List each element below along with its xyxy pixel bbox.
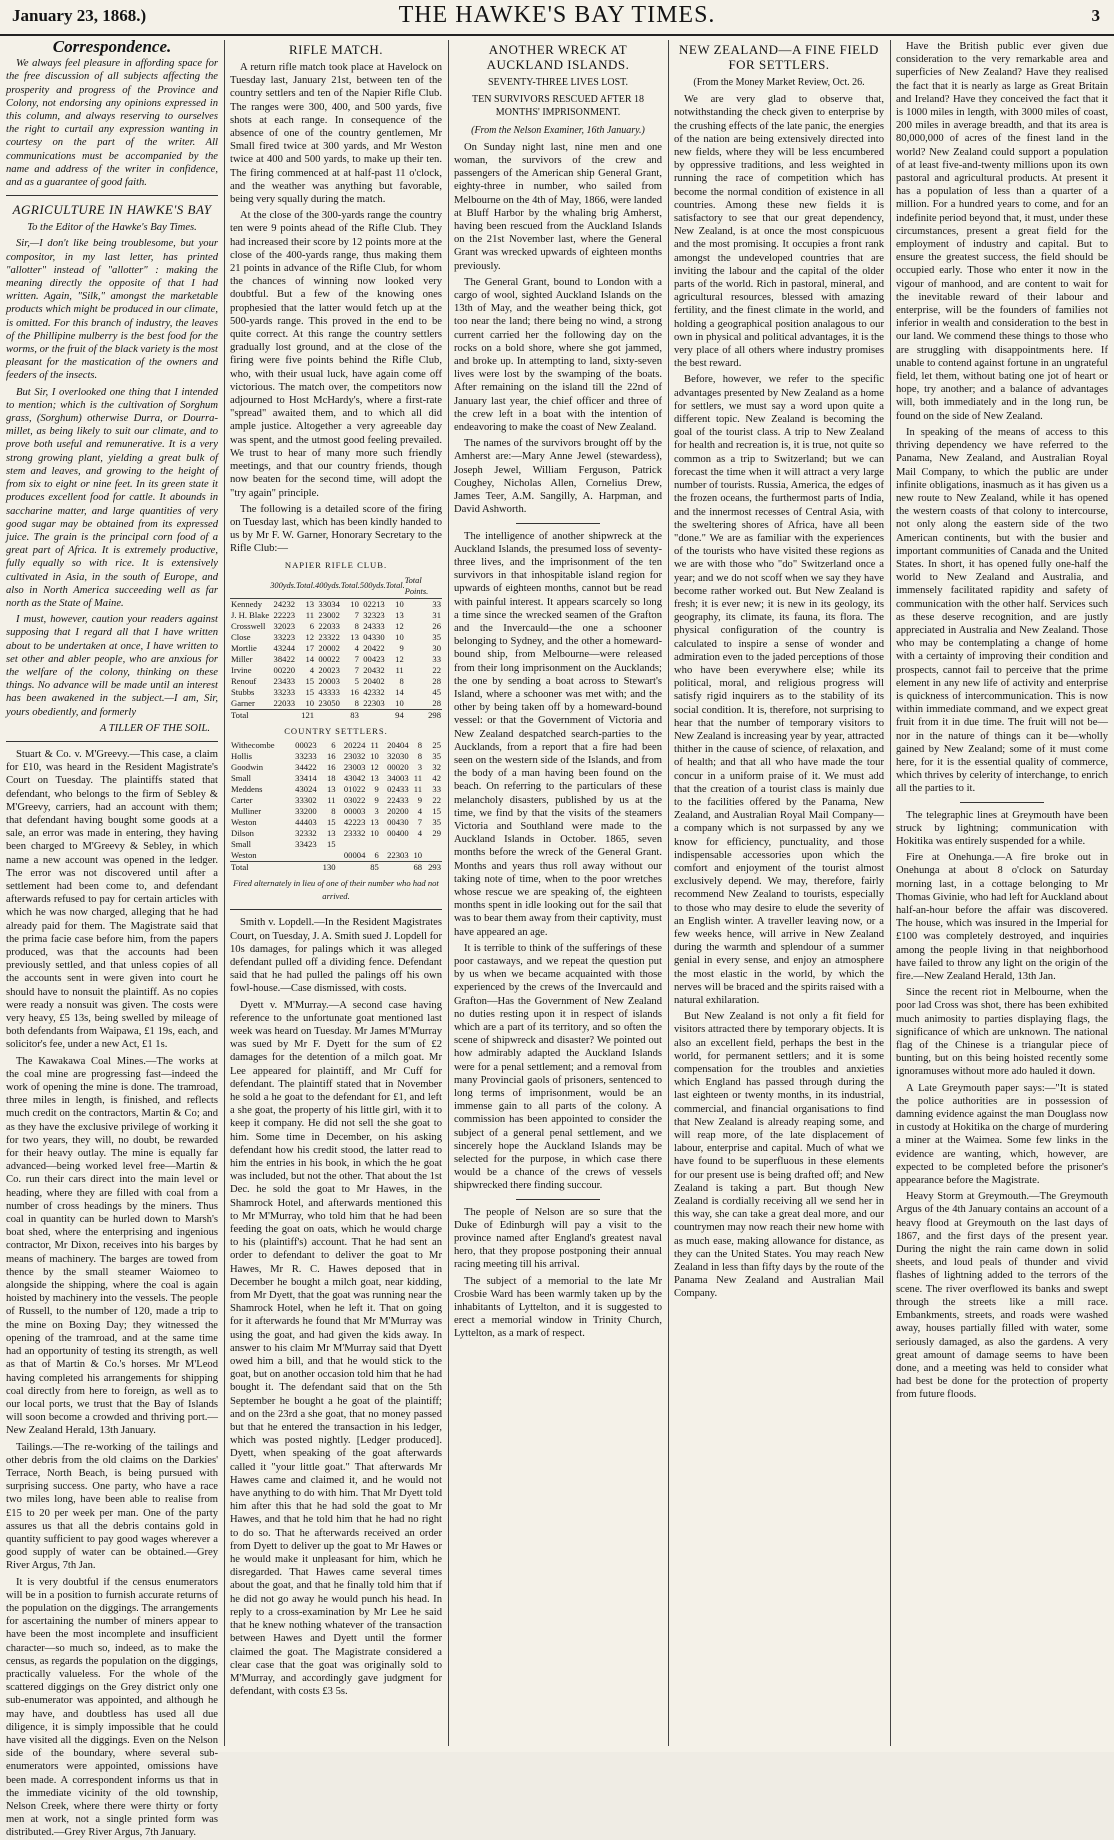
score-cell: 7 (354, 653, 359, 664)
napier-score-table (230, 574, 442, 721)
new-zealand-source: (From the Money Market Review, Oct. 26. (693, 77, 865, 88)
score-cell: 44403 (295, 816, 317, 827)
score-cell: 15 (432, 805, 441, 816)
score-name-cell: Renouf (231, 675, 257, 686)
score-name-cell: Weston (231, 816, 257, 827)
score-cell: 33233 (295, 750, 317, 761)
letter-paragraph: Sir,—I don't like being troublesome, but your compositor, in my last letter, has printed "allotter" instead of "allotter" : making the meaning directly the opposite of that I had written. Again, "Silk," amongst the marketable products which might be produced in our climate, is omitted. For this branch of industry, the leaves of the Phillipine mulberry is the best food for the worms, or the fruit of the black variety is the most pleasant for the mastication of the owners and feeders of the insects. (6, 238, 218, 382)
new-zealand-heading: NEW ZEALAND—A FINE FIELD FOR SETTLERS. (679, 42, 879, 72)
news-item-riot: Since the recent riot in Melbourne, when the poor lad Cross was shot, there has been exhibited much animosity to parties displaying flags, the significance of which are unknown. The national flag of the Chinese is a triangular piece of bunting, but on this being hoisted recently some ignoramuses without more ado hauled it down. (896, 987, 1108, 1078)
wreck-rescued-subheading: TEN SURVIVORS RESCUED AFTER 18 MONTHS' IMPRISONMENT. (472, 94, 644, 119)
wreck-subheading: SEVENTY-THREE LIVES LOST. (487, 77, 629, 88)
score-cell: 30 (432, 642, 441, 653)
score-row (230, 687, 442, 698)
score-cell: 8 (417, 739, 423, 750)
score-cell (288, 861, 318, 873)
score-cell: 16 (350, 686, 359, 697)
score-cell: 20422 (363, 642, 385, 653)
score-cell: 26 (432, 620, 441, 631)
score-cell: 9 (374, 783, 379, 794)
score-name-cell: Dilson (231, 827, 254, 838)
score-cell: 32332 (295, 827, 317, 838)
score-cell: 8 (354, 697, 359, 708)
score-cell (423, 839, 442, 850)
score-cell: 43333 (318, 686, 340, 697)
column-rule (890, 40, 891, 1746)
letter-paragraph: But Sir, I overlooked one thing that I intended to mention; which is the cultivation of Sorghum grass, (Sorghum) otherwise Durra, or Dourra-millet, as being likely to suit our climate, and to prove both useful and remunerative. It is a very strong growing plant, yielding a great bulk of stem and leaves, and growing to the height of from six to eight or nine feet. In its green state it produces excellent food for cattle. It abounds in saccharine matter, and large quantities of very good sugar may be obtained from its expressed juice. The grain is the principal corn food of a great part of Africa. It is extremely productive, fully equally so with rice. It is extensively cultivated in Asia, in the south of Europe, and also in North America succeeding well as far north as the State of Maine. (6, 386, 218, 609)
score-cell: 10 (395, 697, 404, 708)
masthead (0, 0, 1114, 36)
score-column-header (230, 574, 270, 599)
score-cell: 11 (413, 772, 423, 783)
score-cell (366, 839, 379, 850)
score-cell: 17 (305, 642, 315, 653)
score-row (230, 839, 442, 850)
score-cell: 13 (395, 609, 404, 620)
score-name-cell: Total (230, 861, 288, 873)
score-name-cell: Goodwin (231, 761, 263, 772)
column-3 (450, 40, 666, 1746)
score-cell: 32030 (387, 750, 409, 761)
score-row (230, 643, 442, 654)
score-column-header: 400yds. (315, 574, 341, 599)
country-table-caption: COUNTRY SETTLERS. (284, 725, 388, 736)
score-cell: 9 (374, 794, 379, 805)
score-name-cell: Hollis (231, 750, 253, 761)
score-cell: 00023 (295, 739, 317, 750)
rifle-match-heading: RIFLE MATCH. (288, 42, 384, 57)
score-cell: 18 (326, 772, 336, 783)
score-cell: 8 (399, 675, 404, 686)
score-cell: 8 (354, 620, 359, 631)
score-cell: 35 (432, 631, 441, 642)
score-name-cell: Crosswell (231, 620, 266, 631)
news-item-stuart: Stuart & Co. v. M'Greevy.—This case, a claim for £10, was heard in the Resident Magistrate's Court on Tuesday. The plaintiffs stated that defendant, who belongs to the firm of Sebley & M'Greevy, carriers, had an account with them; that defendant having bought some goods at a sale, an error was made in entering, they having been charged to M'Greevy & Sebley, in which name a new account was opened in the ledger. The error was not discovered until after a settlement had been come to, and defendant afterwards refused to pay for certain articles with which he was now charged, alleging that he had already paid for them. The Magistrate said that the prima facie case before him, from the papers produced, was that the accounts had been previously settled, and that unless copies of all the accounts sent in were given into court he should have to nonsuit the plaintiff. As no copies were ready a nonsuit was given. The costs were very heavy, £5 13s, being swelled by mileage of both defendants from Waipawa, £1 19s, each, and solicitor's fee, under a new Act, £1 1s. (6, 748, 218, 1051)
score-cell (270, 709, 296, 721)
score-cell: 12 (370, 761, 379, 772)
correspondence-disclaimer: We always feel pleasure in affording space for the free discussion of all subjects affecting the prosperity and progress of the Province and Colony, not endorsing any opinions expressed in this column, and always reserving to ourselves the right to curtail any expression wanting in courtesy on the part of the writer. All communications must be accompanied by the name and address of the writer in confidence, and as a guarantee of good faith. (6, 58, 218, 189)
score-column-header: 300yds. (270, 574, 296, 599)
wreck-paragraph: It is terrible to think of the sufferings of these poor castaways, and we repeat the question put by us when we became acquainted with those experienced by the crews of the Invercauld and Grafton—Has the Government of New Zealand no duties resting upon it in respect of islands which are a part of its territory, and so often the scene of shipwreck and disaster? We pointed out how admirably adapted the Auckland Islands were for a penal settlement; and a removal from many Provincial gaols of prisoners, sentenced to long terms of imprisonment, would be an immense gain to all parts of the colony. A commission has been appointed to consider the subject of a general penal settlement, and we sincerely hope the Auckland Islands may be selected for the purpose, in which case there would be a chance of the crews of vessels shipwrecked there finding succour. (454, 942, 662, 1192)
score-cell: 23002 (318, 609, 340, 620)
score-cell: 33414 (295, 772, 317, 783)
news-item-smith: Smith v. Lopdell.—In the Resident Magistrates Court, on Tuesday, J. A. Smith sued J. Lopdell for 10s damages, for palings which it was alleged defendant pulled off a dividing fence. Defendant said that he had pulled the palings off his own fowl-house.—Case dismissed, with costs. (230, 917, 442, 995)
score-cell: 10 (370, 827, 379, 838)
score-row (230, 676, 442, 687)
score-cell: 20432 (363, 664, 385, 675)
score-cell: 28 (432, 675, 441, 686)
score-cell: 33233 (273, 686, 296, 697)
news-item-kawakawa: The Kawakawa Coal Mines.—The works at the coal mine are progressing fast—indeed the work of opening the mine is done. The tramroad, three miles in length, is finished, and reflects much credit on the contractors, Martin & Co; and as they have the exclusive privilege of working it for two years, they will, no doubt, be rewarded for their heavy outlay. The mine is equally far advanced—being worked level free—Martin & Co. run their cars direct into the main level or heading, where they are filled with coal from a number of cross headings by the miners. Thus coal in quantity can be hurled down to Marsh's boat shed, where the enterprising and ingenious contractor, Mr Dixon, receives into his barges by means of machinery. The barges are towed from thence by the small steamer Waiomeo to alongside the shipping, where the coal is again hoisted by machinery into the vessels. The people of Russell, to the number of 120, made a trip to the mine on Boxing Day; they witnessed the opening of the tramroad, and at the same time had an opportunity of testing its strength, as well as that of Martin & Co.'s horses. Mr M'Leod having completed his arrangements for shipping coal directly from here to foreign, as well as to our local ports, we trust that the Bay of Islands will soon become a crowded and thriving port.—New Zealand Herald, 13th January. (6, 1055, 218, 1437)
score-row (230, 784, 442, 795)
score-cell: 33423 (295, 838, 317, 849)
score-cell: 14 (305, 653, 315, 664)
score-name-cell: Total (230, 709, 270, 721)
score-cell: 20402 (363, 675, 385, 686)
score-name-cell: Small (231, 838, 252, 849)
score-cell: 15 (305, 686, 315, 697)
news-item-memorial: The subject of a memorial to the late Mr Crosbie Ward has been warmly taken up by the inhabitants of Lyttelton, and it is suggested to erect a memorial window in Trinity Church, Lyttelton, as a mark of respect. (454, 1275, 662, 1340)
score-cell: 29 (432, 827, 441, 838)
score-cell: 00022 (318, 653, 340, 664)
score-cell: 10 (350, 598, 359, 609)
news-item-census: It is very doubtful if the census enumerators will be in a position to furnish accurate returns of the population on the diggings. The arrangements for ascertaining the number of miners appear to have been the most incomplete and insufficient character—so much so, indeed, as to make the census, as regards the population on the diggings, practically valueless. For the whole of the scattered diggings on the Grey district only one sub-enumerator was appointed, and although he may have, and doubtless has used all due diligence, it is simply impossible that he could have visited all the diggings. Even on the Nelson side of the boundary, where several sub-enumerators were appointed, omissions have been made. A correspondent informs us that in the immediate vicinity of the old township, Nelson Creek, where there were thirty or forty men at work, not a single printed form was distributed.—Grey River Argus, 7th January. (6, 1576, 218, 1839)
score-row (230, 654, 442, 665)
score-cell: 13 (350, 631, 359, 642)
page-number: 3 (1091, 6, 1100, 25)
column-2 (226, 40, 446, 1746)
score-name-cell: Withecombe (231, 739, 275, 750)
news-item-tailings: Tailings.—The re-working of the tailings and other debris from the old claims on the Darkies' Terrace, North Beach, is being pursued with surprising success. One party, who have a race two miles long, have been able to realise from £15 to 20 per week per man. One of the party assures us that all the debris contains gold in quantity sufficient to pay good wages wherever a good supply of water can be obtained.—Grey River Argus, 7th Jan. (6, 1441, 218, 1572)
score-cell: 43024 (295, 783, 317, 794)
score-row (230, 632, 442, 643)
wreck-source: (From the Nelson Examiner, 16th January.) (471, 124, 645, 136)
divider (516, 523, 599, 524)
score-cell: 7 (417, 816, 423, 827)
score-cell: 03022 (343, 794, 366, 805)
score-cell: 00004 (343, 849, 366, 860)
score-cell: 11 (370, 739, 379, 750)
score-name-cell: Small (231, 772, 252, 783)
score-cell: 10 (395, 631, 404, 642)
score-name-cell: J. H. Blake (231, 609, 270, 620)
score-cell: 14 (395, 686, 404, 697)
country-score-table (230, 740, 442, 873)
score-cell: 15 (326, 838, 336, 849)
score-cell: 02433 (387, 783, 409, 794)
score-cell: 38422 (273, 653, 296, 664)
nz-paragraph: But New Zealand is not only a fit field for visitors attracted there by temporary objects. It is also an excellent field, perhaps the best in the world, for permanent settlers; and it is some compensation for the troubles and anxieties which England has passed through during the last eighteen or twenty months, in its industrial, commercial, and financial organisations to find that New Zealand is already reaping some, and will reap more, of the late displacement of labour, enterprise and capital. Much of what we have found to be superfluous in these elements for our present use is being drafted off; and New Zealand is taking a part. But though New Zealand is cordially receiving all we send her in this way, she can take a great deal more, and our countrymen may now reach their new home with as much ease, making allowance for distance, as they can the United States. You may reach New Zealand in less than fifty days by the route of the Panama New Zealand and Australian Mail Company. (674, 1011, 884, 1300)
letter-addressee: To the Editor of the Hawke's Bay Times. (27, 222, 197, 234)
divider (230, 909, 442, 910)
letter-title: AGRICULTURE IN HAWKE'S BAY (12, 202, 212, 218)
score-column-header: Total. (386, 574, 405, 599)
score-cell: 8 (331, 805, 336, 816)
score-cell: 24232 (273, 598, 296, 609)
news-item-fire: Fire at Onehunga.—A fire broke out in Onehunga at about 8 o'clock on Saturday morning last, in a cottage belonging to Mr Thomas Givinie, who had left for Auckland about half-an-hour before the affair was discovered. The house, which was insured in the Imperial for £100 was completely destroyed, and inquiries among the people living in that neighborhood have failed to throw any light on the origin of the fire.—New Zealand Herald, 13th Jan. (896, 852, 1108, 983)
score-cell: 15 (326, 816, 336, 827)
score-cell: 22033 (273, 697, 296, 708)
score-cell: 11 (327, 794, 336, 805)
score-cell: 20404 (387, 739, 409, 750)
column-5 (892, 40, 1112, 1746)
score-name-cell: Meddens (231, 783, 263, 794)
score-cell: 33200 (295, 805, 317, 816)
score-cell: 33302 (295, 794, 317, 805)
score-cell: 42332 (363, 686, 385, 697)
score-cell: 3 (374, 805, 379, 816)
score-cell (315, 709, 341, 721)
letter-paragraph: I must, however, caution your readers against supposing that I regard all that I have written about to be undertaken at once, I have written to set other and abler people, who are anxious for the welfare of the colony, thinking on these things. No advance will be made until an interest has been awakened in the subject.—I am, Sir, yours obediently, and formerly (6, 614, 218, 718)
score-cell: 34422 (295, 761, 317, 772)
wreck-paragraph: The General Grant, bound to London with a cargo of wool, sighted Auckland Islands on the 13th of May, and the weather being thick, got too near the land; there being no wind, a strong current carried her the following day on the rocks on a bold shore, where she got jammed, and broke up. In attempting to land, sixty-seven lives were lost by the swamping of the boats. After remaining on the island till the 22nd of January last year, the chief officer and three of the crew left in a boat with the intention of endeavoring to make the coast of New Zealand. (454, 276, 662, 434)
score-row (230, 698, 442, 710)
score-cell: 23050 (318, 697, 340, 708)
score-cell (318, 850, 337, 862)
score-row (230, 828, 442, 839)
score-cell: 6 (374, 849, 379, 860)
wreck-paragraph: On Sunday night last, nine men and one woman, the survivors of the crew and passengers of the American ship General Grant, eighty-three in number, who sailed from Melbourne on the 4th of May, 1866, were landed at Bluff Harbor by the whaling brig Amherst, having been rescued from the Auckland Islands on the 21st November last, where the General Grant was wrecked upwards of eighteen months previously. (454, 141, 662, 272)
score-total-row (230, 861, 442, 873)
score-cell: 22223 (273, 609, 296, 620)
newspaper-title: THE HAWKE'S BAY TIMES. (398, 2, 716, 28)
score-cell: 23003 (343, 761, 366, 772)
news-item-storm: Heavy Storm at Greymouth.—The Greymouth Argus of the 4th January contains an account of a heavy flood at Greymouth on the last days of 1867, and the first days of the present year. During the night the rain came down in solid sheets, and loud peals of thunder and vivid flashes of lightning added to the terrors of the scene. The river overflowed its banks and swept through the streets like a mill race. Embankments, streets, and roads were washed away, houses partially filled with water, some seriously damaged, as also the gardens. A very great amount of damage seems to have been done, and a meeting was held to consider what had best be done for the protection of property from future floods. (896, 1191, 1108, 1401)
score-cell: 43244 (273, 642, 296, 653)
score-cell: 293 (423, 861, 442, 873)
score-cell: 94 (386, 709, 405, 721)
score-cell: 15 (305, 675, 315, 686)
score-name-cell: Mortlie (231, 642, 257, 653)
score-cell: 00220 (273, 664, 296, 675)
score-cell: 00003 (343, 805, 366, 816)
score-cell: 11 (413, 783, 423, 794)
score-row (230, 762, 442, 773)
score-cell: 42 (432, 772, 441, 783)
score-cell: 28 (432, 697, 441, 708)
score-cell: 12 (395, 653, 404, 664)
nz-paragraph: We are very glad to observe that, notwithstanding the check given to enterprise by the crushing effects of the late panic, the energies of the nation are being extensively directed into new fields, where they will be less encumbered by oppressive traditions, and less weighted in running the race of competition which has become the normal condition of existence in all countries. Among these new fields it is satisfactory to see that our great dependency, New Zealand, is at once the most conspicuous and the most promising. It occupies a front rank amongst the undeveloped countries that are inviting the labour and the capital of the older parts of the world. Rich in pastoral, mineral, and agricultural resources, blessed with amazing fertility, and the finest climate in the world, and holding a geographical position analagous to our own in physical and political advantages, it is the very place of all others where industry promises the best reward. (674, 94, 884, 370)
score-cell: 42223 (343, 816, 366, 827)
score-cell: 45 (432, 686, 441, 697)
score-cell: 298 (405, 709, 442, 721)
score-name-cell: Miller (231, 653, 253, 664)
score-cell: 02213 (363, 598, 385, 609)
score-cell: 16 (326, 750, 336, 761)
wreck-paragraph: The names of the survivors brought off by the Amherst are:—Mary Anne Jewel (stewardess), Joseph Jewel, William Ferguson, Patrick Coughey, Nicholas Allen, Cornelius Drew, James Teer, A.M. Sangilly, A. Harpman, and David Ashworth. (454, 438, 662, 516)
rifle-paragraph: The following is a detailed score of the firing on Tuesday last, which has been kindly handed to us by Mr F. W. Garner, Honorary Secretary to the Rifle Club:— (230, 503, 442, 555)
score-cell: 31 (432, 609, 441, 620)
score-cell: 13 (370, 772, 379, 783)
news-item-dyett: Dyett v. M'Murray.—A second case having reference to the unfortunate goat mentioned last week was heard on Tuesday. Mr James M'Murray was sued by Mr F. Dyett for the sum of £2 damages for the detention of a milch goat. Mr Lee appeared for plaintiff, and Mr Cuff for defendant. The plaintiff stated that in November he sold a he goat to the defendant for £1, and left a she goat, the property of his little girl, with it to keep it company. He did not sell the she goat to him. Some time in December, on his asking defendant how his credit stood, the latter read to him the entries in his book, in which the he goat was included, but not the other. That about the 1st Dec. he sold the goat to Mr Hawes, in the Shamrock Hotel, and afterwards mentioned this to Mr M'Murray, who told him that he had been feeding the goat on oats, which he would charge to his (plaintiff's) account. That he had sent an order to defendant to deliver the goat to Mr Hawes, Mr R. C. Hawes deposed that in December he bought a milch goat, near kidding, from Mr Dyett, that the goat was running near the Shamrock Hotel, when he left it. That on going for it afterwards he found that Mr M'Murray was using the goat, and had given the kids away. In answer to his claim Mr M'Murray said that Dyett owed him a bill, and that he would stick to the goat, but on another occasion told him that he had bought it. The defendant said that on the 5th September he bought a he goat of the plaintiff; and on the 23rd a she goat, that no money passed but that he entered the transaction in his ledger, which was posted nightly. [Ledger produced]. Dyett, when speaking of the goat afterwards called it "your little goat." That afterwards Mr Hawes came and claimed it, and he would not have anything to do with him. That Mr Dyett told him after this that he had sold the goat to Mr Hawes, and that he told him that he had no right to do so. That he afterwards received an order from Dyett to deliver up the goat to Mr Hawes or he would make it unpleasant for him, which he disregarded. That Hawes came several times about the goat, and that he finally told him that if he did not go away he would punch his head. In reply to a cross-examination by Mr Lee he said that he knew nothing whatever of the transaction between Hawes and Dyett until the former claimed the goat. The Magistrate considered a clear case that the goat was originally sold to M'Murray, and accordingly gave judgment for defendant, with costs £3 5s. (230, 999, 442, 1698)
correspondence-heading: Correspondence. (52, 37, 172, 56)
rifle-paragraph: At the close of the 300-yards range the country ten were 9 points ahead of the Rifle Club. They had increased their score by 12 points more at the close of the 400-yards range, thus making them 21 points in advance of the Rifle Club, for whom the chances of winning now looked very doubtful. But a few of the knowing ones prophesied that the latter would fetch up at the 500-yards range. This proved in the end to be quite correct. At this range the country settlers gradually lost ground, and at the close of the firing were five points behind the Rifle Club, who, with their usual luck, have again come off victorious. The match over, the competitors now adjourned to Host McHardy's, where a first-rate "spread" awaited them, and to which all did ample justice. Altogether a very agreeable day was spent, and the utmost good feeling prevailed. We trust to hear of many more such friendly meetings, and that our country friends, though now beaten for the second time, will adopt the "try again" principle. (230, 210, 442, 499)
column-4 (670, 40, 888, 1746)
score-row (230, 850, 442, 862)
score-name-cell: Garner (231, 697, 255, 708)
score-row (230, 598, 442, 610)
score-cell: 33034 (318, 598, 340, 609)
score-cell: 13 (326, 783, 336, 794)
napier-table-caption: NAPIER RIFLE CLUB. (284, 559, 388, 570)
score-cell: 4 (417, 805, 423, 816)
wreck-paragraph: The intelligence of another shipwreck at the Auckland Islands, the presumed loss of seventy-three lives, and the imprisonment of the ten survivors in that inhospitable island region for upwards of eighteen months, cannot but be read with painful interest. It appears scarcely so long a time since the wrecked seamen of the Grafton and the Invercauld—the one a schooner belonging to Sydney, and the other a homeward-bound ship, from Melbourne—were released from their long imprisonment on the Aucklands; the one by sending a boat across to Stewart's Island, where a schooner was met with; and the other by being taken off by a homeward-bound vessel: or that the Government of Victoria and New Zealand despatched search-parties to the Aucklands, from a report that a fire had been seen on the western side of the Islands, and from the body of a man having been found on the beach. On referring to the particulars of these melancholy disasters, published by us at the time, we find by that the visits of the steamers Victoria and Southland were made to the Auckland Islands in October. 1865, seven months before the wreck of the General Grant. Months and years thus roll away without our taking note of time, when to the poor wretches whose rescue we are speaking of, the eighteen months spent in idle looking out for the sail that was to bear them away from their captivity, must have appeared an age. (454, 530, 662, 938)
score-cell (380, 839, 410, 850)
score-cell: 22303 (387, 849, 409, 860)
score-cell: 32 (432, 761, 441, 772)
news-item-telegraph: The telegraphic lines at Greymouth have been struck by lightning; communication with Hokitika was entirely suspended for a while. (896, 809, 1108, 847)
score-name-cell: Carter (231, 794, 253, 805)
wreck-heading: ANOTHER WRECK AT AUCKLAND ISLANDS. (486, 42, 630, 72)
column-rule (448, 40, 449, 1746)
score-cell: 23332 (343, 827, 366, 838)
score-cell: 24333 (363, 620, 385, 631)
score-row (230, 740, 442, 751)
score-cell: 4 (354, 642, 359, 653)
score-cell: 20023 (318, 664, 340, 675)
score-cell: 22433 (387, 794, 409, 805)
score-cell: 32023 (273, 620, 296, 631)
letter-signature: A TILLER OF THE SOIL. (99, 722, 210, 734)
score-cell: 22 (432, 794, 441, 805)
score-cell: 22 (432, 664, 441, 675)
score-cell: 00400 (387, 827, 409, 838)
score-cell: 35 (432, 816, 441, 827)
score-cell: 35 (432, 750, 441, 761)
score-cell: 9 (417, 794, 423, 805)
score-row (230, 795, 442, 806)
score-cell: 04330 (363, 631, 385, 642)
score-cell: 9 (399, 642, 404, 653)
news-item-greymouth-paper: A Late Greymouth paper says:—"It is stated the police authorities are in possession of damning evidence against the man Douglass now in custody at Hokitika on the charge of murdering a miner at the Waimea. Some few links in the evidence are wanting, which, however, are expected to be completed before the prisoner's appearance before the Magistrate. (896, 1082, 1108, 1187)
score-name-cell: Mulliner (231, 805, 262, 816)
column-rule (224, 40, 225, 1746)
score-row (230, 621, 442, 632)
divider (6, 741, 218, 742)
news-item-nelson: The people of Nelson are so sure that the Duke of Edinburgh will pay a visit to the province named after England's greatest naval hero, that they propose postponing their annual racing meeting till his arrival. (454, 1206, 662, 1271)
score-cell: 33 (432, 653, 441, 664)
score-row (230, 817, 442, 828)
score-cell: 22033 (318, 620, 340, 631)
score-cell: 10 (413, 849, 423, 860)
issue-date: January 23, 1868.) (12, 6, 147, 25)
score-cell: 13 (305, 598, 315, 609)
score-cell: 01022 (343, 783, 366, 794)
score-cell (380, 861, 410, 873)
score-cell: 33 (432, 783, 441, 794)
score-cell: 5 (354, 675, 359, 686)
score-cell: 7 (354, 664, 359, 675)
score-cell: 25 (432, 739, 441, 750)
score-cell: 13 (326, 827, 336, 838)
score-cell: 00423 (363, 653, 385, 664)
nz-paragraph: Before, however, we refer to the specific advantages presented by New Zealand as a home for settlers, we must say a word upon quite a different topic. New Zealand is becoming the goal of the tourist class. A trip to New Zealand for health and recreation is, it is true, not quite so common as a trip to Switzerland; but we can forecast the time when it will attract a very large number of tourists. Russia, America, the edges of the frozen oceans, the furthermost parts of India, and the innermost recesses of Central Asia, with the sweltering shores of Africa, have all been "done." We are as familiar with the experiences of the tourists who have visited these regions as we are with those who "do" Switzerland once a year; and we do not scoff when we say they have become rather worked out. But New Zealand is fresh; it is ever new; it is new in its geology, its geography, its climate, its fauna, its flora. The physical configuration of the country is calculated to inspire a sense of wonder and admiration even to the jaded perceptions of those who have been everywhere else; while its political, moral, and religious progress will satisfy rigid inquirers as to the stability of its social condition. It is, therefore, not surprising to hear that the number of temporary visitors to New Zealand is increasing year by year, attracted thither in the cause of science, of relaxation, and of health; and that all who have made the tour concur in a uniform praise of it. We must add that the creation of a tourist class is mainly due to the facilities offered by the Panama, New Zealand, and Australian Royal Mail Company—a company which is not surpassed by any we know for efficiency, punctuality, and those indispensable accessories upon which the comfort and enjoyment of the tourist almost exclusively depend. We may, therefore, fairly recommend New Zealand to tourists, especially to those who may desire to elude the severity of an English winter. A traveller leaving now, or a few weeks hence, will arrive in New Zealand during the warmth and splendour of a summer genial in every sense, and enjoy an atmosphere the most elastic in the world, by which the nerves will be braced and the spirits raised with a natural exhilaration. (674, 374, 884, 1007)
score-name-cell: Close (231, 631, 251, 642)
score-cell: 6 (331, 739, 336, 750)
table-footnote: Fired alternately in lieu of one of their number who had not arrived. (233, 877, 439, 902)
score-cell: 83 (341, 709, 360, 721)
score-cell: 4 (417, 827, 423, 838)
score-row (230, 773, 442, 784)
score-cell (423, 850, 442, 862)
rifle-paragraph: A return rifle match took place at Havelock on Tuesday last, January 21st, between ten of the country settlers and ten of the Napier Rifle Club. The ranges were 300, 400, and 500 yards, five shots at each range. In consequence of the absence of one of the country gentlemen, Mr Small fired twice at 300 yards, and Mr Weston twice at 400 and 500 yards, to make up their ten. The firing commenced at at half-past 11 o'clock, and the weather was anything but favorable, being very squally during the match. (230, 62, 442, 206)
column-rule (668, 40, 669, 1746)
nz-continued-paragraph: In speaking of the means of access to this thriving dependency we have referred to the Panama, New Zealand, and Australian Royal Mail Company, to which the public are under infinite obligations, inasmuch as it has given us a new route to New Zealand, while it has opened the western coasts of that colony to intercourse, not only along the eastern side of the two American continents, but with the busier and important communities of Canada and the United States. In short, it has opened fully one-half the world to New Zealand and Australia, and immensely facilitated rapidity and safety of communication with the other half. Services such as these deserve recognition, and are justly appreciated in Australia and New Zealand. Those who may be contemplating a change of home with a certainty of improving their condition and prospects, cannot fail to perceive that the prime element in any new life of activity and enterprise is quickness of intercommunication. This is now within immediate command, and we expect great fruit from it in due time. The fruit will not be—nor in the nature of things can it be—wholly gained by New Zealand; some of it must come here, for it is the essential quality of commerce, which thrives by celerity of interchange, to enrich all the parties to it. (896, 426, 1108, 795)
score-cell: 20224 (343, 739, 366, 750)
score-cell (288, 850, 318, 862)
divider (6, 195, 218, 196)
score-name-cell: Stubbs (231, 686, 255, 697)
score-cell: 85 (366, 861, 379, 873)
score-cell: 4 (309, 664, 315, 675)
score-cell (360, 709, 386, 721)
score-name-cell: Kennedy (231, 598, 263, 609)
score-cell: 32323 (363, 609, 385, 620)
score-cell: 00430 (387, 816, 409, 827)
score-column-header: Total Points. (405, 574, 442, 599)
score-cell: 20200 (387, 805, 409, 816)
score-column-header: Total. (296, 574, 315, 599)
score-row (230, 665, 442, 676)
score-cell: 34003 (387, 772, 409, 783)
score-cell: 7 (354, 609, 359, 620)
divider (960, 802, 1045, 803)
score-name-cell: Irvine (231, 664, 252, 675)
score-row (230, 751, 442, 762)
score-cell (337, 839, 367, 850)
score-cell: 12 (305, 631, 315, 642)
score-cell: 16 (326, 761, 336, 772)
score-cell: 12 (395, 620, 404, 631)
column-1 (2, 37, 222, 1839)
score-cell: 33 (432, 598, 441, 609)
score-column-header: 500yds. (360, 574, 386, 599)
score-cell: 43042 (343, 772, 366, 783)
score-cell: 33223 (273, 631, 296, 642)
score-cell: 20003 (318, 675, 340, 686)
score-column-header: Total. (341, 574, 360, 599)
score-cell: 3 (417, 761, 423, 772)
score-cell: 20002 (318, 642, 340, 653)
nz-continued-paragraph: Have the British public ever given due consideration to the very remarkable area and superficies of New Zealand? Have they realised the fact that it is nearly as large as Great Britain and Ireland? Have they conceived the fact that it is 1000 miles in length, with 3000 miles of coast, 200 miles in average breadth, and that its area is 80,000,000 of acres of the finest land in the world? New Zealand could support a population of at least five-and-twenty millions upon its own pastoral and agricultural products. At present it has a population of less than a quarter of a million. For a hundred years to come, and for an indefinite period beyond that, it must, under these circumstances, present a great field for the employment of industry and capital. But to ensure the greatest success, the field should be occupied early. Those who enter it now in the vigour of manhood, and are content to wait for the inevitable reward of their labour and enterprise, will be the founders of families not inferior in wealth and consideration to the best in our land. We commend these things to those who are struggling with disappointments here. If unable to contend against fortune in an ungrateful field, let them, without bating one jot of heart or hope, try another; and a balance of advantages will, both immediately and in the long run, be found on the side of New Zealand. (896, 41, 1108, 422)
score-cell: 13 (370, 816, 379, 827)
score-cell: 130 (318, 861, 337, 873)
score-cell: 6 (309, 620, 315, 631)
score-total-row (230, 709, 442, 721)
divider (516, 1199, 599, 1200)
score-cell: 23322 (318, 631, 340, 642)
score-cell (337, 861, 367, 873)
score-cell: 121 (296, 709, 315, 721)
score-cell: 10 (370, 750, 379, 761)
score-cell: 11 (305, 609, 315, 620)
score-cell: 10 (395, 598, 404, 609)
score-cell: 68 (410, 861, 423, 873)
score-cell: 23032 (343, 750, 366, 761)
score-cell: 11 (395, 664, 404, 675)
score-cell (410, 839, 423, 850)
score-row (230, 806, 442, 817)
score-row (230, 610, 442, 621)
score-cell: 23433 (273, 675, 296, 686)
score-cell: 22303 (363, 697, 385, 708)
score-name-cell: Weston (231, 849, 257, 860)
score-cell: 00020 (387, 761, 409, 772)
score-cell: 10 (305, 697, 315, 708)
score-cell: 8 (417, 750, 423, 761)
